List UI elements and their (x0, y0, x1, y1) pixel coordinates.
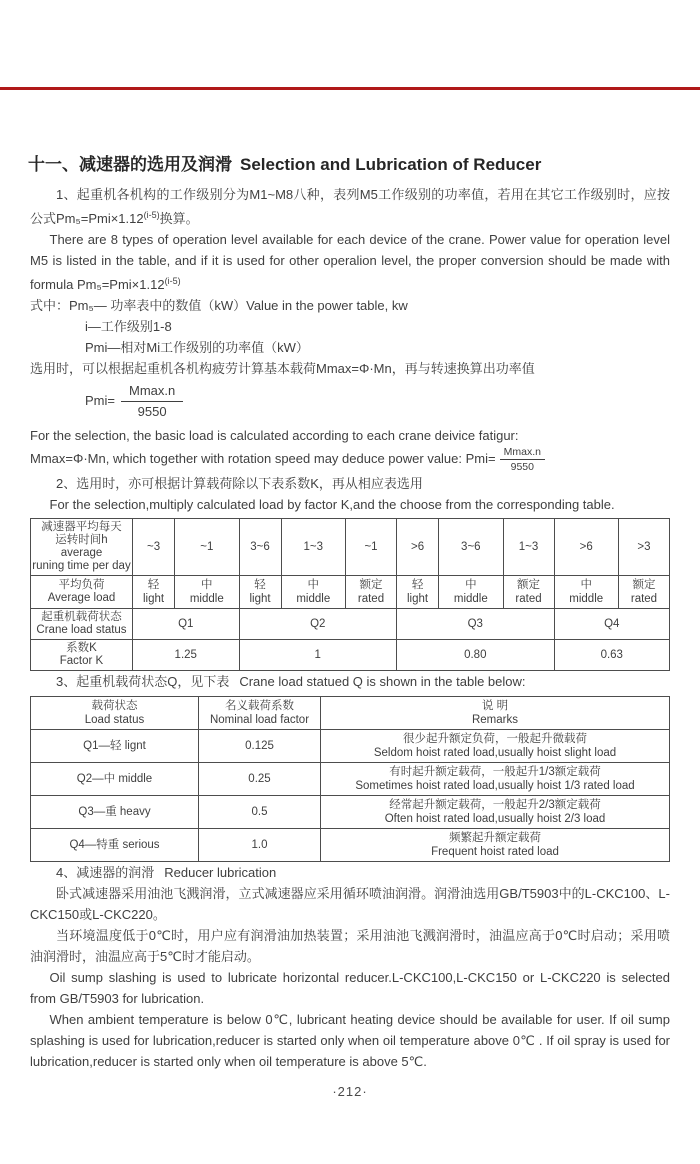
runtime-label-cn1: 减速器平均每天 (41, 521, 122, 533)
section3-heading (30, 671, 670, 692)
para-worklevel-cn (30, 184, 670, 229)
lubrication-para-en2: When ambient temperature is below 0℃, lubricant heating device should be available for user. If oil sump splashing is used for lubrication,reducer is started only when oil temperature above 0℃ . If oil spray is used for lubrication,reducer is started only when oil temperature is above 5℃. (30, 1012, 670, 1069)
load-status-table (30, 696, 670, 862)
status-cell: Q4 (554, 609, 669, 640)
factor-k-label-cn: 系数K (66, 642, 97, 654)
runtime-cell: >3 (618, 519, 669, 576)
selection-note-cn: 选用时，可以根据起重机各机构疲劳计算基本载荷Mmax=Φ·Mn，再与转速换算出功率值 (30, 361, 535, 376)
crane-load-status-label-en: Crane load status (36, 624, 127, 636)
load-cn: 额定 (517, 579, 541, 591)
pmi-formula (30, 382, 670, 421)
load-status-col-header (31, 697, 199, 730)
para-worklevel-cn-text: 1、起重机各机构的工作级别分为M1~M8八种，表列M5工作级别的功率值，若用在其它工作级别时，应按公式Pm₅=Pmi×1.12 (30, 187, 670, 226)
k-factor-table (30, 518, 670, 671)
load-cell (133, 576, 175, 609)
remark-cn: 频繁起升额定载荷 (449, 832, 541, 844)
runtime-cell: ~3 (133, 519, 175, 576)
section2-heading-en: For the selection,multiply calculated load by factor K,and the choose from the corresponding table. (49, 497, 615, 512)
section3-heading-cn: 3、起重机载荷状态Q，见下表 (56, 674, 230, 689)
status-cell: Q1 (133, 609, 240, 640)
pmi-definition-line: Pmi—相对Mi工作级别的功率值（kW） (85, 340, 309, 355)
table-row (31, 763, 670, 796)
formula-lhs: Pmi= (85, 392, 115, 408)
runtime-cell: ~1 (175, 519, 239, 576)
load-cell (175, 576, 239, 609)
status-cell: Q1—轻 lignt (31, 730, 199, 763)
para-worklevel-en (30, 229, 670, 295)
selection-basis-en: For the selection, the basic load is calculated according to each crane deivice fatigur: (30, 428, 519, 443)
runtime-cell: 1~3 (503, 519, 554, 576)
factor-k-label (31, 640, 133, 671)
load-cn: 轻 (147, 579, 160, 591)
remark-cell (321, 829, 670, 862)
load-cell (281, 576, 345, 609)
remark-en: Seldom hoist rated load,usually hoist slight load (373, 747, 617, 759)
load-cn: 中 (307, 579, 320, 591)
section2-heading-cn: 2、选用时，亦可根据计算载荷除以下表系数K，再从相应表选用 (56, 476, 423, 491)
load-en: rated (515, 593, 542, 605)
factor-cell: 1.0 (199, 829, 321, 862)
runtime-cell: 3~6 (439, 519, 503, 576)
exponent-i-5: (i-5) (143, 210, 160, 220)
remark-cn: 有时起升额定载荷，一般起升1/3额定载荷 (389, 766, 601, 778)
deduce-power-en-text: Mmax=Φ·Mn, which together with rotation speed may deduce power value: (30, 450, 463, 466)
load-en: light (407, 593, 429, 605)
status-cell: Q4—特重 serious (31, 829, 199, 862)
load-cn: 轻 (254, 579, 266, 591)
inline-formula-lhs: Pmi= (465, 450, 496, 466)
runtime-label-cn2: 运转时间h (55, 534, 108, 546)
header-cn: 载荷状态 (91, 700, 138, 712)
header-en: Nominal load factor (209, 714, 310, 726)
section3-heading-en: Crane load statued Q is shown in the table below: (239, 674, 526, 689)
load-cn: 中 (580, 579, 592, 591)
load-cn: 额定 (632, 579, 656, 591)
factor-cell: 0.5 (199, 796, 321, 829)
page-title-cn: 十一、减速器的选用及润滑 (28, 155, 232, 174)
page-title-en: Selection and Lubrication of Reducer (240, 155, 542, 174)
para-worklevel-en-text: There are 8 types of operation level available for each device of the crane. Power value for operation level M5 is listed in the table, and if it is used for other operalion level, the proper conversion should be made with formula Pm₅=Pmi×1.12 (30, 232, 670, 292)
status-cell: Q2 (239, 609, 397, 640)
header-cn: 名义载荷系数 (225, 700, 294, 712)
load-en: light (142, 593, 165, 605)
load-cell (346, 576, 397, 609)
status-cell: Q3 (397, 609, 555, 640)
crane-load-status-row (31, 609, 670, 640)
runtime-cell: >6 (554, 519, 618, 576)
load-en: rated (357, 593, 385, 605)
factor-cell: 1 (239, 640, 397, 671)
formula-numerator: Mmax.n (121, 382, 183, 402)
remark-cn: 经常起升额定载荷，一般起升2/3额定载荷 (389, 799, 601, 811)
load-cell (618, 576, 669, 609)
inline-formula-fraction (500, 446, 545, 473)
document-body (30, 184, 670, 1072)
lubrication-para-en1: Oil sump slashing is used to lubricate horizontal reducer.L-CKC100,L-CKC150 or L-CKC220 is selected from GB/T5903 for lubrication. (30, 970, 670, 1006)
header-en: Load status (84, 714, 145, 726)
load-cn: 额定 (359, 579, 383, 591)
runtime-row-label (31, 519, 133, 576)
load-en: middle (453, 593, 488, 605)
remark-en: Frequent hoist rated load (431, 846, 559, 858)
factor-cell: 0.25 (199, 763, 321, 796)
formula-fraction (121, 382, 183, 421)
runtime-cell: 1~3 (281, 519, 345, 576)
inline-formula-numerator: Mmax.n (500, 446, 545, 460)
inline-pmi-formula (465, 446, 545, 473)
page-number: ·212· (332, 1084, 368, 1099)
lubrication-para-cn2: 当环境温度低于0℃时，用户应有润滑油加热装置；采用油池飞溅润滑时，油温应高于0℃时启动；采用喷油润滑时，油温应高于5℃时才能启动。 (30, 928, 670, 964)
header-cn: 说 明 (481, 700, 509, 712)
runtime-cell: >6 (397, 519, 439, 576)
load-cell (503, 576, 554, 609)
load-en: middle (296, 593, 331, 605)
crane-load-status-label-cn: 起重机载荷状态 (41, 611, 122, 623)
nominal-factor-col-header (199, 697, 321, 730)
section4-heading-en: Reducer lubrication (164, 865, 277, 880)
formula-denominator: 9550 (137, 404, 167, 419)
average-load-label-en: Average load (47, 592, 116, 604)
remark-en: Sometimes hoist rated load,usually hoist 1/3 rated load (355, 780, 635, 792)
factor-cell: 0.80 (397, 640, 555, 671)
runtime-label-en2: runing time per day (32, 560, 131, 572)
average-load-label (31, 576, 133, 609)
load-en: rated (630, 593, 658, 605)
factor-cell: 1.25 (133, 640, 240, 671)
runtime-cell: 3~6 (239, 519, 281, 576)
remark-en: Often hoist rated load,usually hoist 2/3 load (384, 813, 606, 825)
where-definition-line: 式中：Pm₅— 功率表中的数值（kW）Value in the power table, kw (30, 298, 408, 313)
load-cell (239, 576, 281, 609)
remark-cell (321, 796, 670, 829)
table-row (31, 730, 670, 763)
deduce-power-en (30, 446, 670, 473)
load-cn: 轻 (411, 579, 424, 591)
table-row (31, 796, 670, 829)
load-cn: 中 (465, 579, 477, 591)
load-en: middle (569, 593, 604, 605)
remarks-col-header (321, 697, 670, 730)
page-title (28, 154, 672, 176)
load-cell (439, 576, 503, 609)
average-load-row (31, 576, 670, 609)
section4-heading (30, 862, 670, 883)
runtime-row (31, 519, 670, 576)
load-en: middle (189, 593, 224, 605)
table-row (31, 829, 670, 862)
runtime-label-en1: average (60, 547, 103, 559)
top-accent-rule (0, 87, 700, 90)
load-en: light (249, 593, 271, 605)
remark-cn: 很少起升额定负荷，一般起升微载荷 (403, 733, 587, 745)
load-cell (554, 576, 618, 609)
factor-cell: 0.125 (199, 730, 321, 763)
load-cell (397, 576, 439, 609)
average-load-label-cn: 平均负荷 (58, 579, 105, 591)
level-range-line: i—工作级别1-8 (85, 319, 172, 334)
factor-k-label-en: Factor K (59, 655, 104, 667)
inline-formula-denominator: 9550 (510, 461, 534, 473)
header-en: Remarks (471, 714, 518, 726)
remark-cell (321, 763, 670, 796)
remark-cell (321, 730, 670, 763)
lubrication-para-cn1: 卧式减速器采用油池飞溅润滑，立式减速器应采用循环喷油润滑。润滑油选用GB/T5903中的L-CKC100、L-CKC150或L-CKC220。 (30, 886, 670, 922)
load-cn: 中 (201, 579, 213, 591)
factor-cell: 0.63 (554, 640, 669, 671)
load-status-header-row (31, 697, 670, 730)
crane-load-status-label (31, 609, 133, 640)
para-worklevel-cn-tail: 换算。 (159, 211, 199, 226)
status-cell: Q2—中 middle (31, 763, 199, 796)
factor-k-row (31, 640, 670, 671)
status-cell: Q3—重 heavy (31, 796, 199, 829)
exponent-i-5: (i-5) (164, 276, 181, 286)
section4-heading-cn: 4、减速器的润滑 (56, 865, 155, 880)
runtime-cell: ~1 (346, 519, 397, 576)
